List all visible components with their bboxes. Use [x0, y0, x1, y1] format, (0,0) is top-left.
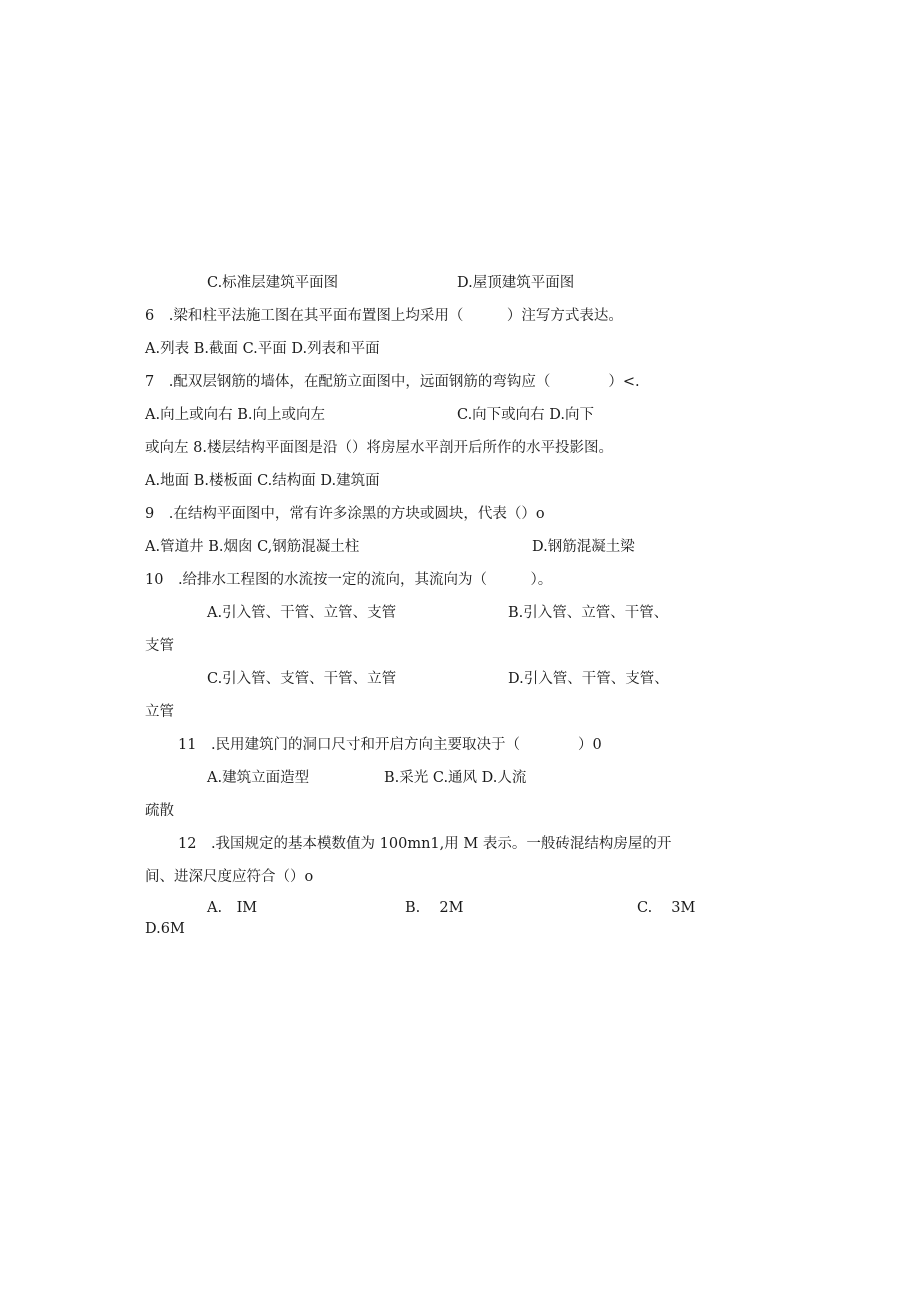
q10-option-d-cont: 立管 — [145, 704, 174, 720]
q10-option-b-cont: 支管 — [145, 638, 174, 654]
question-11: 11 .民用建筑门的洞口尺寸和开启方向主要取决于（ ）0 — [178, 737, 602, 753]
q10-option-a: A.引入管、干管、立管、支管 — [207, 605, 397, 621]
q9-option-d: D.钢筋混凝土梁 — [532, 539, 635, 555]
question-7: 7 .配双层钢筋的墙体，在配筋立面图中，远面钢筋的弯钩应（ ）<. — [145, 374, 640, 390]
question-12: 12 .我国规定的基本模数值为 100mn1,用 M 表示。一般砖混结构房屋的开 — [178, 836, 672, 852]
q6-options: A.列表 B.截面 C.平面 D.列表和平面 — [145, 341, 380, 357]
q10-option-c: C.引入管、支管、干管、立管 — [207, 671, 397, 687]
q11-option-d-cont: 疏散 — [145, 803, 174, 819]
q9-options-abc: A.管道井 B.烟囱 C,钢筋混凝土柱 — [145, 539, 360, 555]
q5-option-c: C.标准层建筑平面图 — [207, 275, 339, 291]
q7-options-cd: C.向下或向右 D.向下 — [457, 407, 595, 423]
q11-option-a: A.建筑立面造型 — [207, 770, 310, 786]
q12-option-b: B. 2M — [405, 900, 464, 916]
q12-option-d: D.6M — [145, 921, 185, 937]
q12-option-c: C. 3M — [637, 900, 696, 916]
q8-options: A.地面 B.楼板面 C.结构面 D.建筑面 — [145, 473, 380, 489]
q7-options-ab: A.向上或向右 B.向上或向左 — [145, 407, 325, 423]
q10-option-d: D.引入管、干管、支管、 — [508, 671, 669, 687]
question-12-cont: 间、进深尺度应符合（）o — [145, 869, 314, 885]
question-10: 10 .给排水工程图的水流按一定的流向，其流向为（ ）。 — [145, 572, 553, 588]
question-9: 9 .在结构平面图中，常有许多涂黑的方块或圆块，代表（）o — [145, 506, 545, 522]
question-6: 6 .梁和柱平法施工图在其平面布置图上均采用（ ）注写方式表达。 — [145, 308, 623, 324]
q11-options-bcd: B.采光 C.通风 D.人流 — [384, 770, 527, 786]
question-8: 或向左 8.楼层结构平面图是沿（）将房屋水平剖开后所作的水平投影图。 — [145, 440, 613, 456]
q12-option-a: A. IM — [207, 900, 258, 916]
q5-option-d: D.屋顶建筑平面图 — [457, 275, 575, 291]
q10-option-b: B.引入管、立管、干管、 — [508, 605, 669, 621]
